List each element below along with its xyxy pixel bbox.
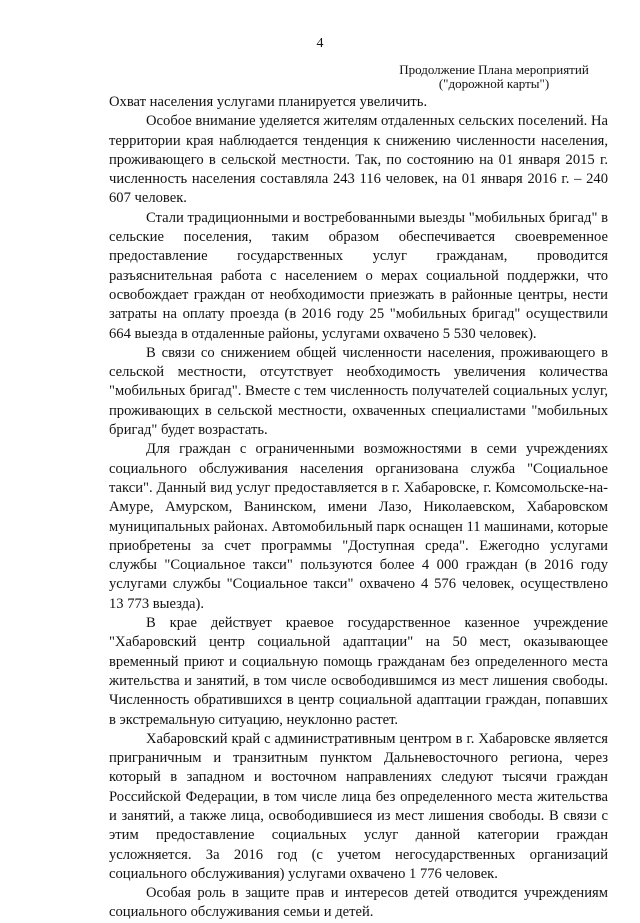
paragraph-3: Стали традиционными и востребованными выезды "мобильных бригад" в сельские поселения, таким образом обеспечивается своевременное предоставление государственных услуг гражданам, проводится разъяснительная работа с населением о мерах социальной поддержки, что освобождает граждан от необходимости приезжать в районные центры, нести затраты на оплату проезда (в 2016 году 25 "мобильных бригад" осуществили 664 выезда в отдаленные районы, услугами охвачено 5 530 человек).	[109, 209, 608, 342]
document-body	[109, 93, 608, 923]
running-header-line-1: Продолжение Плана мероприятий	[399, 62, 589, 77]
page-number: 4	[316, 36, 324, 51]
paragraph-5: Для граждан с ограниченными возможностями в семи учреждениях социального обслуживания населения организована служба "Социальное такси". Данный вид услуг предоставляется в г. Хабаровске, г. Комсомольске-на-Амуре, Амурском, Ванинском, имени Лазо, Николаевском, Хабаровском муниципальных районах. Автомобильный парк оснащен 11 машинами, которые приобретены за счет программы "Доступная среда". Ежегодно услугами службы "Социальное такси" пользуются более 4 000 граждан (в 2016 году услугами службы "Социальное такси" охвачено 4 576 человек, осуществлено 13 773 выезда).	[109, 441, 608, 612]
running-header-line-2: ("дорожной карты")	[438, 76, 550, 91]
paragraph-4: В связи со снижением общей численности населения, проживающего в сельской местности, отсутствует необходимость увеличения количества "мобильных бригад". Вместе с тем численность получателей социальных услуг, проживающих в сельской местности, охваченных специалистами "мобильных бригад" будет возрастать.	[109, 344, 608, 439]
paragraph-8: Особая роль в защите прав и интересов детей отводится учреждениям социального обслуживания семьи и детей.	[109, 885, 608, 921]
paragraph-6: В крае действует краевое государственное казенное учреждение "Хабаровский центр социальной адаптации" на 50 мест, оказывающее временный приют и социальную помощь гражданам без определенного места жительства и занятий, в том числе освободившимся из мест лишения свободы. Численность обратившихся в центр социальной адаптации граждан, попавших в экстремальную ситуацию, неуклонно растет.	[109, 615, 608, 728]
paragraph-7: Хабаровский край с административным центром в г. Хабаровске является приграничным и транзитным пунктом Дальневосточного региона, через который в западном и восточном направлениях следуют тысячи граждан Российской Федерации, в том числе лица без определенного места жительства и занятий, а также лица, освободившиеся из мест лишения свободы. В связи с этим предоставление социальных услуг данной категории граждан усложняется. За 2016 год (с учетом негосударственных организаций социального обслуживания) услугами охвачено 1 776 человек.	[109, 730, 608, 882]
running-header	[360, 63, 628, 91]
paragraph-1: Охват населения услугами планируется увеличить.	[109, 94, 428, 110]
paragraph-2: Особое внимание уделяется жителям отдаленных сельских поселений. На территории края наблюдается тенденция к снижению численности населения, проживающего в сельской местности. Так, по состоянию на 01 января 2015 г. численность населения составляла 243 116 человек, на 01 января 2016 г. – 240 607 человек.	[109, 113, 608, 207]
